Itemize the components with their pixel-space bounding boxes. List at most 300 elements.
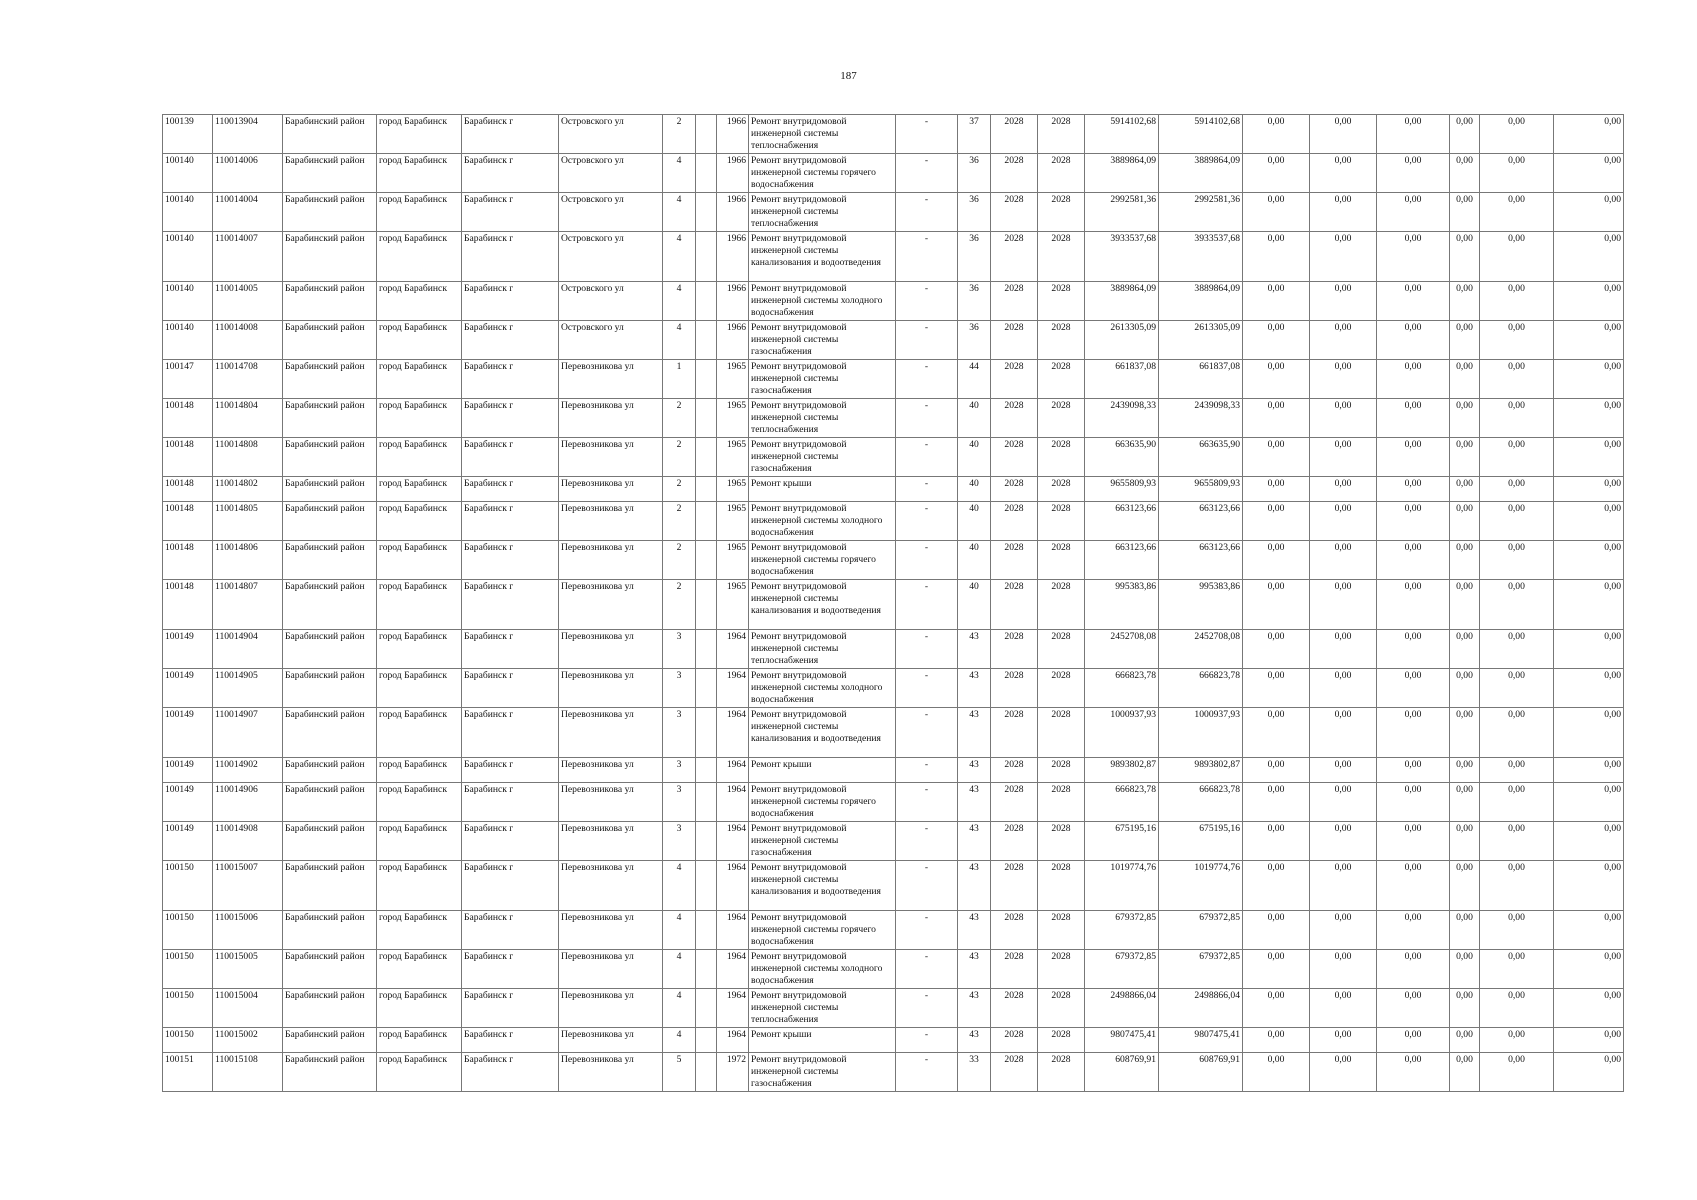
cell-cost2: 2992581,36 [1159, 193, 1243, 232]
cell-settlement: город Барабинск [377, 232, 462, 282]
cell-id: 100149 [163, 822, 213, 861]
cell-code: 110014908 [213, 822, 283, 861]
cell-cost1: 679372,85 [1085, 950, 1159, 989]
cell-wear: 40 [958, 477, 991, 502]
cell-v1: 0,00 [1243, 708, 1310, 758]
cell-v6: 0,00 [1554, 758, 1624, 783]
cell-v5: 0,00 [1480, 193, 1554, 232]
cell-extra [696, 154, 717, 193]
cell-v1: 0,00 [1243, 950, 1310, 989]
cell-cost2: 3933537,68 [1159, 232, 1243, 282]
cell-v1: 0,00 [1243, 399, 1310, 438]
cell-extra [696, 115, 717, 154]
cell-work: Ремонт внутридомовой инженерной системы холодного водоснабжения [749, 502, 896, 541]
cell-cost2: 9893802,87 [1159, 758, 1243, 783]
cell-id: 100148 [163, 399, 213, 438]
cell-v1: 0,00 [1243, 580, 1310, 630]
cell-settlement: город Барабинск [377, 989, 462, 1028]
cell-settlement: город Барабинск [377, 758, 462, 783]
cell-y1: 2028 [991, 911, 1038, 950]
cell-y2: 2028 [1038, 321, 1085, 360]
cell-settlement: город Барабинск [377, 438, 462, 477]
cell-v2: 0,00 [1310, 1028, 1377, 1053]
cell-v3: 0,00 [1377, 438, 1450, 477]
cell-work: Ремонт внутридомовой инженерной системы газоснабжения [749, 822, 896, 861]
cell-house: 3 [663, 822, 696, 861]
cell-locality: Барабинск г [462, 115, 559, 154]
cell-settlement: город Барабинск [377, 477, 462, 502]
cell-wear: 40 [958, 438, 991, 477]
cell-dash: - [896, 232, 958, 282]
cell-v4: 0,00 [1450, 669, 1480, 708]
table-row [163, 438, 1624, 477]
cell-id: 100148 [163, 502, 213, 541]
cell-v6: 0,00 [1554, 438, 1624, 477]
cell-v1: 0,00 [1243, 861, 1310, 911]
cell-work: Ремонт внутридомовой инженерной системы горячего водоснабжения [749, 783, 896, 822]
cell-v2: 0,00 [1310, 232, 1377, 282]
cell-id: 100140 [163, 193, 213, 232]
cell-settlement: город Барабинск [377, 115, 462, 154]
cell-v2: 0,00 [1310, 758, 1377, 783]
cell-v5: 0,00 [1480, 708, 1554, 758]
cell-id: 100150 [163, 1028, 213, 1053]
cell-v4: 0,00 [1450, 115, 1480, 154]
cell-v2: 0,00 [1310, 502, 1377, 541]
cell-house: 3 [663, 758, 696, 783]
cell-v1: 0,00 [1243, 783, 1310, 822]
cell-street: Перевозникова ул [559, 822, 663, 861]
table-row [163, 758, 1624, 783]
cell-extra [696, 630, 717, 669]
cell-id: 100140 [163, 282, 213, 321]
cell-wear: 37 [958, 115, 991, 154]
cell-v1: 0,00 [1243, 193, 1310, 232]
cell-cost2: 2452708,08 [1159, 630, 1243, 669]
cell-district: Барабинский район [283, 861, 377, 911]
cell-code: 110014006 [213, 154, 283, 193]
cell-id: 100150 [163, 861, 213, 911]
cell-v5: 0,00 [1480, 477, 1554, 502]
cell-wear: 43 [958, 1028, 991, 1053]
cell-wear: 36 [958, 193, 991, 232]
cell-wear: 44 [958, 360, 991, 399]
cell-house: 3 [663, 669, 696, 708]
cell-y2: 2028 [1038, 708, 1085, 758]
cell-cost1: 666823,78 [1085, 783, 1159, 822]
cell-y2: 2028 [1038, 861, 1085, 911]
cell-street: Перевозникова ул [559, 399, 663, 438]
cell-v4: 0,00 [1450, 477, 1480, 502]
cell-v4: 0,00 [1450, 989, 1480, 1028]
cell-v2: 0,00 [1310, 154, 1377, 193]
cell-street: Перевозникова ул [559, 758, 663, 783]
cell-v5: 0,00 [1480, 822, 1554, 861]
cell-code: 110014807 [213, 580, 283, 630]
cell-v3: 0,00 [1377, 783, 1450, 822]
cell-v4: 0,00 [1450, 399, 1480, 438]
cell-dash: - [896, 321, 958, 360]
cell-district: Барабинский район [283, 477, 377, 502]
table-row [163, 580, 1624, 630]
cell-street: Островского ул [559, 282, 663, 321]
cell-v6: 0,00 [1554, 783, 1624, 822]
cell-house: 4 [663, 154, 696, 193]
cell-dash: - [896, 541, 958, 580]
cell-street: Перевозникова ул [559, 360, 663, 399]
cell-extra [696, 360, 717, 399]
cell-district: Барабинский район [283, 783, 377, 822]
cell-cost2: 666823,78 [1159, 669, 1243, 708]
cell-year: 1964 [717, 669, 749, 708]
cell-y2: 2028 [1038, 1053, 1085, 1092]
page-number: 187 [840, 70, 857, 82]
cell-settlement: город Барабинск [377, 541, 462, 580]
table-row [163, 232, 1624, 282]
table-row [163, 822, 1624, 861]
cell-locality: Барабинск г [462, 861, 559, 911]
cell-y2: 2028 [1038, 783, 1085, 822]
cell-y1: 2028 [991, 758, 1038, 783]
cell-y2: 2028 [1038, 822, 1085, 861]
cell-cost2: 608769,91 [1159, 1053, 1243, 1092]
cell-code: 110014805 [213, 502, 283, 541]
cell-v2: 0,00 [1310, 193, 1377, 232]
cell-dash: - [896, 822, 958, 861]
cell-v5: 0,00 [1480, 360, 1554, 399]
cell-id: 100150 [163, 989, 213, 1028]
cell-v5: 0,00 [1480, 1028, 1554, 1053]
cell-cost1: 2498866,04 [1085, 989, 1159, 1028]
cell-y2: 2028 [1038, 950, 1085, 989]
cell-year: 1964 [717, 783, 749, 822]
cell-district: Барабинский район [283, 282, 377, 321]
cell-year: 1972 [717, 1053, 749, 1092]
cell-id: 100147 [163, 360, 213, 399]
cell-v1: 0,00 [1243, 1053, 1310, 1092]
cell-extra [696, 708, 717, 758]
cell-street: Перевозникова ул [559, 1053, 663, 1092]
cell-v6: 0,00 [1554, 1028, 1624, 1053]
cell-code: 110014904 [213, 630, 283, 669]
cell-dash: - [896, 911, 958, 950]
cell-cost2: 663123,66 [1159, 502, 1243, 541]
cell-code: 110014802 [213, 477, 283, 502]
cell-extra [696, 438, 717, 477]
cell-v3: 0,00 [1377, 502, 1450, 541]
cell-cost2: 661837,08 [1159, 360, 1243, 399]
cell-settlement: город Барабинск [377, 630, 462, 669]
cell-settlement: город Барабинск [377, 861, 462, 911]
cell-district: Барабинский район [283, 360, 377, 399]
table-row [163, 477, 1624, 502]
cell-v2: 0,00 [1310, 861, 1377, 911]
cell-cost1: 2439098,33 [1085, 399, 1159, 438]
cell-dash: - [896, 154, 958, 193]
cell-street: Перевозникова ул [559, 950, 663, 989]
cell-wear: 33 [958, 1053, 991, 1092]
cell-cost2: 9655809,93 [1159, 477, 1243, 502]
cell-district: Барабинский район [283, 630, 377, 669]
cell-settlement: город Барабинск [377, 399, 462, 438]
cell-dash: - [896, 502, 958, 541]
cell-cost1: 661837,08 [1085, 360, 1159, 399]
cell-work: Ремонт внутридомовой инженерной системы канализования и водоотведения [749, 708, 896, 758]
cell-settlement: город Барабинск [377, 282, 462, 321]
cell-v2: 0,00 [1310, 541, 1377, 580]
cell-work: Ремонт внутридомовой инженерной системы холодного водоснабжения [749, 669, 896, 708]
cell-dash: - [896, 758, 958, 783]
cell-extra [696, 580, 717, 630]
cell-v1: 0,00 [1243, 1028, 1310, 1053]
cell-locality: Барабинск г [462, 477, 559, 502]
cell-year: 1964 [717, 911, 749, 950]
cell-code: 110015006 [213, 911, 283, 950]
cell-extra [696, 321, 717, 360]
cell-year: 1964 [717, 950, 749, 989]
cell-settlement: город Барабинск [377, 783, 462, 822]
cell-wear: 40 [958, 580, 991, 630]
cell-y1: 2028 [991, 989, 1038, 1028]
cell-settlement: город Барабинск [377, 1028, 462, 1053]
cell-code: 110014804 [213, 399, 283, 438]
cell-y2: 2028 [1038, 758, 1085, 783]
cell-work: Ремонт внутридомовой инженерной системы газоснабжения [749, 438, 896, 477]
cell-y2: 2028 [1038, 669, 1085, 708]
cell-v4: 0,00 [1450, 282, 1480, 321]
cell-house: 3 [663, 708, 696, 758]
cell-v3: 0,00 [1377, 154, 1450, 193]
cell-street: Островского ул [559, 193, 663, 232]
cell-cost2: 995383,86 [1159, 580, 1243, 630]
cell-v2: 0,00 [1310, 438, 1377, 477]
cell-y1: 2028 [991, 154, 1038, 193]
cell-id: 100149 [163, 758, 213, 783]
cell-v6: 0,00 [1554, 193, 1624, 232]
cell-year: 1965 [717, 580, 749, 630]
cell-v6: 0,00 [1554, 282, 1624, 321]
cell-district: Барабинский район [283, 541, 377, 580]
cell-v2: 0,00 [1310, 115, 1377, 154]
cell-house: 4 [663, 321, 696, 360]
cell-district: Барабинский район [283, 989, 377, 1028]
cell-id: 100149 [163, 669, 213, 708]
table-row [163, 1028, 1624, 1053]
cell-y1: 2028 [991, 1028, 1038, 1053]
cell-cost2: 663635,90 [1159, 438, 1243, 477]
cell-v5: 0,00 [1480, 321, 1554, 360]
cell-y1: 2028 [991, 708, 1038, 758]
cell-wear: 36 [958, 321, 991, 360]
cell-extra [696, 861, 717, 911]
cell-y1: 2028 [991, 822, 1038, 861]
cell-locality: Барабинск г [462, 580, 559, 630]
cell-y1: 2028 [991, 321, 1038, 360]
cell-year: 1966 [717, 282, 749, 321]
cell-house: 4 [663, 989, 696, 1028]
cell-v4: 0,00 [1450, 1053, 1480, 1092]
cell-district: Барабинский район [283, 115, 377, 154]
cell-house: 2 [663, 502, 696, 541]
cell-dash: - [896, 282, 958, 321]
cell-code: 110013904 [213, 115, 283, 154]
cell-cost1: 3889864,09 [1085, 154, 1159, 193]
cell-district: Барабинский район [283, 1053, 377, 1092]
cell-y2: 2028 [1038, 541, 1085, 580]
table-row [163, 282, 1624, 321]
cell-house: 2 [663, 115, 696, 154]
cell-work: Ремонт внутридомовой инженерной системы газоснабжения [749, 321, 896, 360]
cell-work: Ремонт внутридомовой инженерной системы канализования и водоотведения [749, 232, 896, 282]
cell-code: 110014808 [213, 438, 283, 477]
cell-year: 1965 [717, 399, 749, 438]
cell-year: 1964 [717, 708, 749, 758]
cell-v1: 0,00 [1243, 438, 1310, 477]
cell-v2: 0,00 [1310, 822, 1377, 861]
cell-v4: 0,00 [1450, 438, 1480, 477]
cell-street: Перевозникова ул [559, 438, 663, 477]
cell-wear: 43 [958, 669, 991, 708]
cell-code: 110015007 [213, 861, 283, 911]
cell-v1: 0,00 [1243, 630, 1310, 669]
cell-year: 1965 [717, 541, 749, 580]
cell-code: 110014004 [213, 193, 283, 232]
cell-district: Барабинский район [283, 822, 377, 861]
cell-locality: Барабинск г [462, 360, 559, 399]
cell-v5: 0,00 [1480, 282, 1554, 321]
cell-v1: 0,00 [1243, 232, 1310, 282]
cell-locality: Барабинск г [462, 708, 559, 758]
cell-v5: 0,00 [1480, 502, 1554, 541]
cell-v2: 0,00 [1310, 783, 1377, 822]
cell-extra [696, 541, 717, 580]
cell-house: 2 [663, 399, 696, 438]
cell-v1: 0,00 [1243, 360, 1310, 399]
cell-cost2: 2613305,09 [1159, 321, 1243, 360]
cell-district: Барабинский район [283, 193, 377, 232]
cell-work: Ремонт внутридомовой инженерной системы теплоснабжения [749, 399, 896, 438]
cell-v2: 0,00 [1310, 477, 1377, 502]
cell-street: Островского ул [559, 154, 663, 193]
cell-locality: Барабинск г [462, 321, 559, 360]
cell-v1: 0,00 [1243, 758, 1310, 783]
cell-locality: Барабинск г [462, 282, 559, 321]
table-row [163, 321, 1624, 360]
cell-v6: 0,00 [1554, 360, 1624, 399]
cell-house: 4 [663, 1028, 696, 1053]
cell-v3: 0,00 [1377, 321, 1450, 360]
cell-y1: 2028 [991, 950, 1038, 989]
cell-y2: 2028 [1038, 360, 1085, 399]
cell-y2: 2028 [1038, 154, 1085, 193]
cell-v6: 0,00 [1554, 989, 1624, 1028]
cell-id: 100140 [163, 321, 213, 360]
cell-v4: 0,00 [1450, 822, 1480, 861]
cell-y1: 2028 [991, 580, 1038, 630]
cell-v3: 0,00 [1377, 989, 1450, 1028]
cell-cost2: 5914102,68 [1159, 115, 1243, 154]
cell-code: 110014008 [213, 321, 283, 360]
table-row [163, 399, 1624, 438]
cell-house: 2 [663, 477, 696, 502]
table-row [163, 1053, 1624, 1092]
cell-y2: 2028 [1038, 232, 1085, 282]
cell-settlement: город Барабинск [377, 502, 462, 541]
cell-v6: 0,00 [1554, 861, 1624, 911]
cell-y2: 2028 [1038, 282, 1085, 321]
cell-dash: - [896, 783, 958, 822]
cell-district: Барабинский район [283, 399, 377, 438]
table-row [163, 193, 1624, 232]
cell-code: 110015005 [213, 950, 283, 989]
cell-cost1: 995383,86 [1085, 580, 1159, 630]
cell-house: 5 [663, 1053, 696, 1092]
cell-v6: 0,00 [1554, 950, 1624, 989]
cell-locality: Барабинск г [462, 399, 559, 438]
cell-v6: 0,00 [1554, 154, 1624, 193]
cell-id: 100149 [163, 708, 213, 758]
cell-district: Барабинский район [283, 438, 377, 477]
cell-dash: - [896, 630, 958, 669]
cell-district: Барабинский район [283, 669, 377, 708]
cell-cost1: 666823,78 [1085, 669, 1159, 708]
cell-year: 1964 [717, 758, 749, 783]
cell-v6: 0,00 [1554, 822, 1624, 861]
cell-y2: 2028 [1038, 193, 1085, 232]
cell-wear: 36 [958, 282, 991, 321]
cell-year: 1964 [717, 1028, 749, 1053]
table-row [163, 783, 1624, 822]
cell-cost2: 2498866,04 [1159, 989, 1243, 1028]
cell-extra [696, 950, 717, 989]
cell-extra [696, 232, 717, 282]
cell-id: 100140 [163, 154, 213, 193]
cell-extra [696, 669, 717, 708]
cell-y1: 2028 [991, 438, 1038, 477]
cell-cost1: 663635,90 [1085, 438, 1159, 477]
cell-id: 100149 [163, 630, 213, 669]
cell-street: Перевозникова ул [559, 502, 663, 541]
cell-v4: 0,00 [1450, 911, 1480, 950]
cell-wear: 40 [958, 541, 991, 580]
cell-wear: 43 [958, 950, 991, 989]
cell-street: Перевозникова ул [559, 541, 663, 580]
cell-v4: 0,00 [1450, 193, 1480, 232]
cell-v4: 0,00 [1450, 950, 1480, 989]
table-row [163, 360, 1624, 399]
cell-v4: 0,00 [1450, 1028, 1480, 1053]
cell-cost1: 2452708,08 [1085, 630, 1159, 669]
cell-v2: 0,00 [1310, 989, 1377, 1028]
cell-wear: 43 [958, 758, 991, 783]
cell-v2: 0,00 [1310, 1053, 1377, 1092]
cell-v4: 0,00 [1450, 580, 1480, 630]
cell-house: 4 [663, 911, 696, 950]
cell-work: Ремонт внутридомовой инженерной системы горячего водоснабжения [749, 541, 896, 580]
cell-v1: 0,00 [1243, 911, 1310, 950]
cell-v4: 0,00 [1450, 541, 1480, 580]
cell-v4: 0,00 [1450, 630, 1480, 669]
cell-code: 110014907 [213, 708, 283, 758]
cell-v1: 0,00 [1243, 282, 1310, 321]
cell-street: Перевозникова ул [559, 580, 663, 630]
cell-id: 100139 [163, 115, 213, 154]
cell-code: 110015004 [213, 989, 283, 1028]
cell-extra [696, 282, 717, 321]
cell-v6: 0,00 [1554, 321, 1624, 360]
cell-district: Барабинский район [283, 708, 377, 758]
cell-locality: Барабинск г [462, 630, 559, 669]
